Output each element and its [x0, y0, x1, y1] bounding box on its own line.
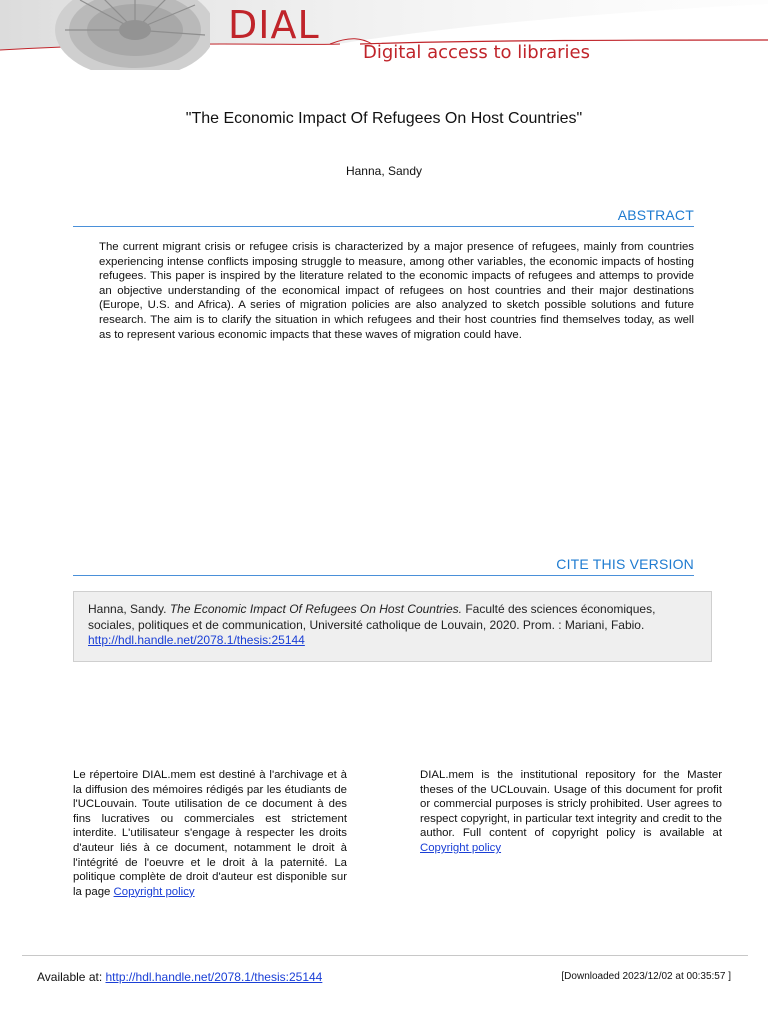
- footer-available-label: Available at:: [37, 970, 103, 984]
- footer-divider: [22, 955, 748, 956]
- footer-downloaded-timestamp: [Downloaded 2023/12/02 at 00:35:57 ]: [561, 971, 731, 982]
- cite-heading: CITE THIS VERSION: [73, 556, 694, 576]
- dial-logo: DIAL: [228, 3, 320, 47]
- citation-details: Faculté des sciences économiques, sociales, politiques et de communication, Université catholique de Louvain, 2020. Prom. : Mariani, Fabio.: [88, 602, 656, 632]
- document-author: Hanna, Sandy: [345, 164, 423, 178]
- footer-available-at: [37, 970, 322, 984]
- document-title: "The Economic Impact Of Refugees On Host Countries": [185, 110, 583, 127]
- sundial-emblem-icon: [40, 0, 210, 70]
- dial-tagline: Digital access to libraries: [363, 42, 590, 63]
- copyright-policy-link-en[interactable]: Copyright policy: [420, 841, 502, 854]
- citation-link[interactable]: http://hdl.handle.net/2078.1/thesis:25144: [88, 633, 305, 647]
- citation-box: [73, 591, 712, 662]
- legal-fr-text: Le répertoire DIAL.mem est destiné à l'archivage et à la diffusion des mémoires rédigés par les étudiants de l'UCLouvain. Toute utilisation de ce document à des fins lucratives ou commerciales est strictement interdite. L'utilisateur s'engage à respecter les droits d'auteur liés à ce document, notamment le droit à l'intégrité de l'oeuvre et le droit à la paternité. La politique complète de droit d'auteur est disponible sur la page: [73, 769, 347, 898]
- legal-notice-en: [420, 768, 722, 856]
- copyright-policy-link-fr[interactable]: Copyright policy: [113, 885, 195, 898]
- citation-author: Hanna, Sandy.: [88, 602, 167, 616]
- footer-handle-link[interactable]: http://hdl.handle.net/2078.1/thesis:25144: [105, 970, 323, 984]
- legal-notice-fr: [73, 768, 347, 899]
- abstract-heading: ABSTRACT: [73, 207, 694, 227]
- legal-en-text: DIAL.mem is the institutional repository for the Master theses of the UCLouvain. Usage of this document for profit or commercial purposes is stricly prohibited. User agrees to respect copyright, in particular text integrity and credit to the author. Full content of copyright policy is available at: [420, 769, 722, 840]
- abstract-text: The current migrant crisis or refugee crisis is characterized by a major presence of refugees, mainly from countries experiencing intense conflicts imposing struggle to measure, among other variables, the economic impacts of hosting refugees. This paper is inspired by the literature related to the economic impacts of refugees and attemps to provide an objective understanding of the economical impact of refugees on host countries and their major destinations (Europe, U.S. and Africa). A series of migration policies are also analyzed to sketch possible solutions and future research. The aim is to clarify the situation in which refugees and their host countries find themselves today, as well as to represent various economic impacts that these waves of migration could have.: [99, 241, 694, 341]
- dial-header: [0, 0, 768, 72]
- citation-title: The Economic Impact Of Refugees On Host Countries.: [169, 602, 462, 616]
